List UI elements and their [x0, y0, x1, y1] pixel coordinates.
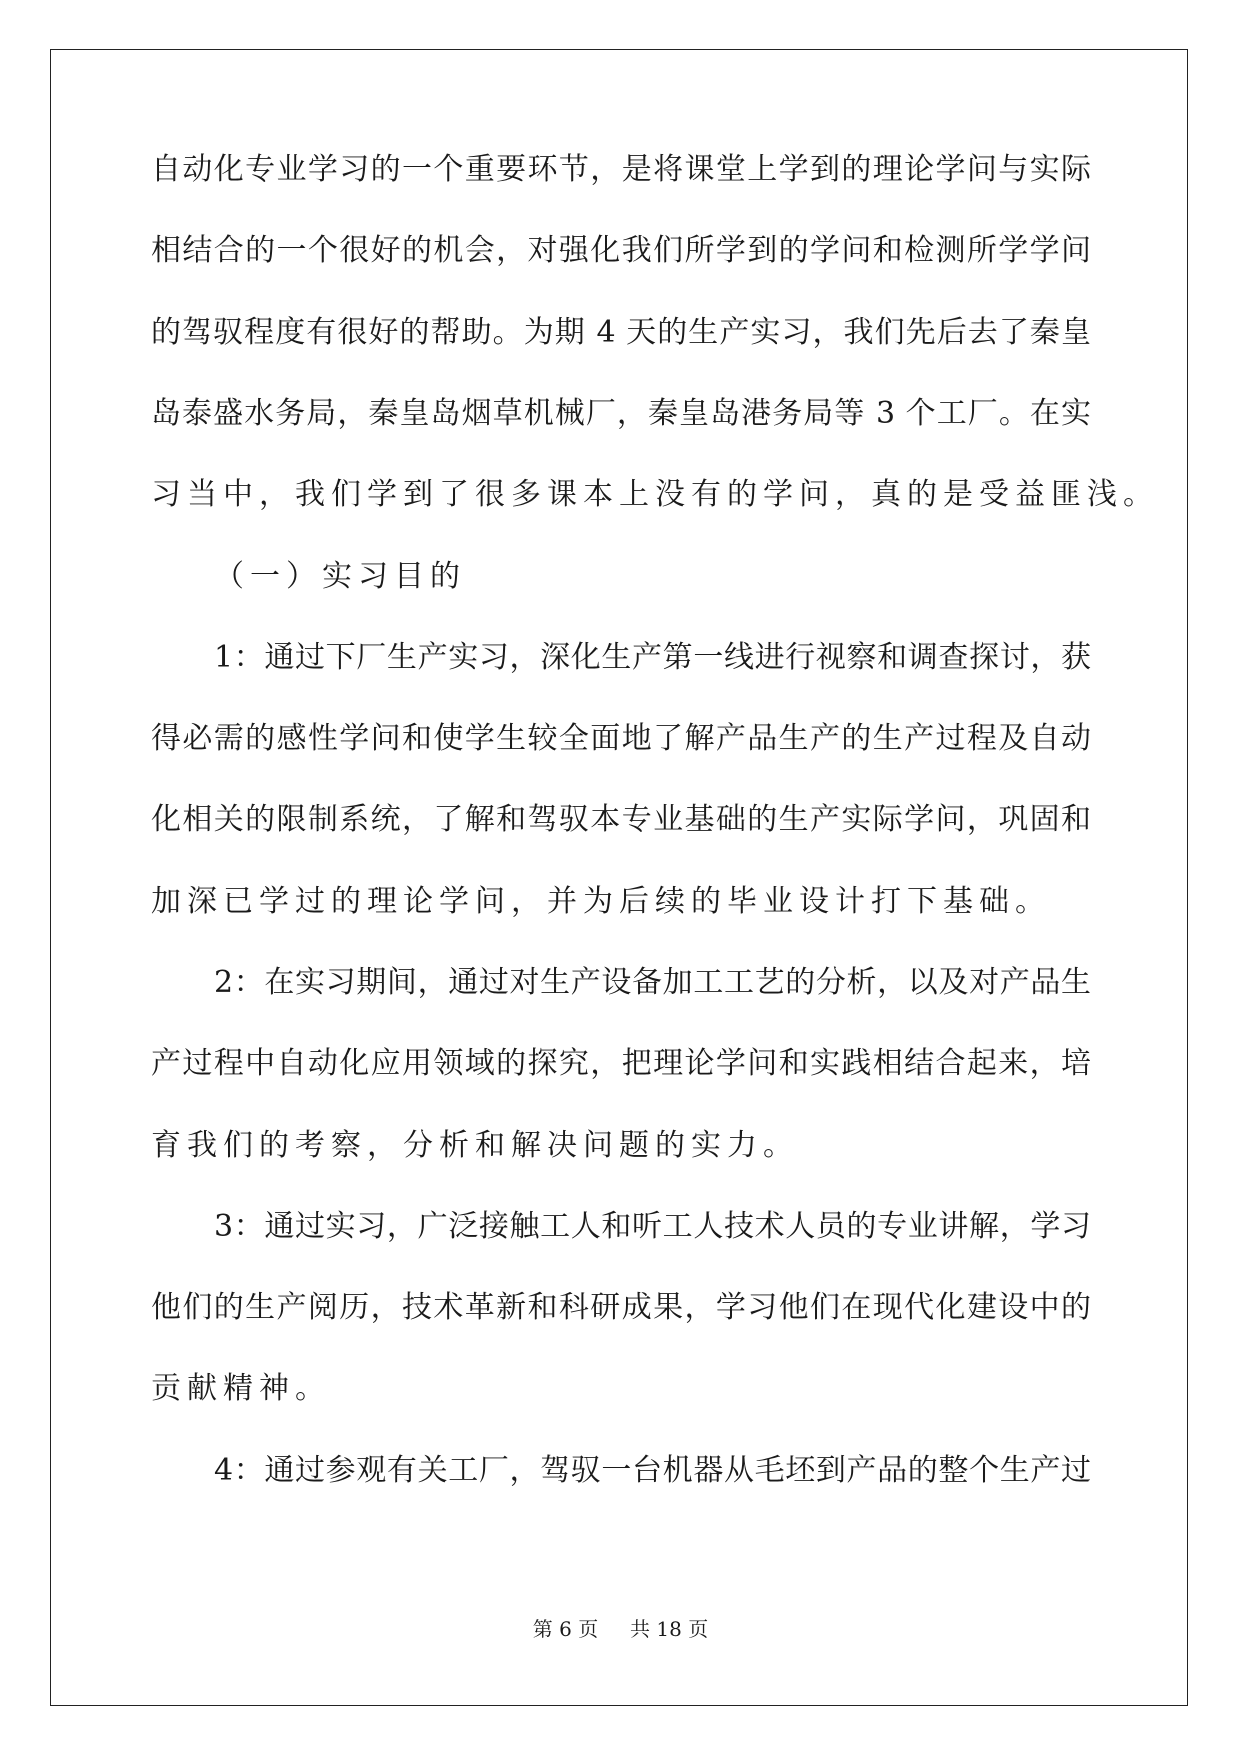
page-total: 共 18 页 — [630, 1617, 709, 1641]
body-line: 自动化专业学习的一个重要环节，是将课堂上学到的理论学问与实际 — [151, 152, 1091, 187]
body-line: 4：通过参观有关工厂，驾驭一台机器从毛坯到产品的整个生产过 — [214, 1453, 1091, 1488]
body-line: 1：通过下厂生产实习，深化生产第一线进行视察和调查探讨，获 — [214, 640, 1091, 675]
body-line: 相结合的一个很好的机会，对强化我们所学到的学问和检测所学学问 — [151, 233, 1091, 268]
body-line: 产过程中自动化应用领域的探究，把理论学问和实践相结合起来，培 — [151, 1046, 1091, 1081]
body-line: 他们的生产阅历，技术革新和科研成果，学习他们在现代化建设中的 — [151, 1290, 1091, 1325]
body-line: 加深已学过的理论学问，并为后续的毕业设计打下基础。 — [151, 884, 1051, 919]
body-line: 得必需的感性学问和使学生较全面地了解产品生产的生产过程及自动 — [151, 721, 1091, 756]
body-line: 3：通过实习，广泛接触工人和听工人技术人员的专业讲解，学习 — [214, 1209, 1091, 1244]
section-heading: （一）实习目的 — [214, 559, 466, 594]
body-line: 的驾驭程度有很好的帮助。为期 4 天的生产实习，我们先后去了秦皇 — [151, 315, 1091, 350]
body-line: 习当中，我们学到了很多课本上没有的学问，真的是受益匪浅。 — [151, 477, 1159, 512]
body-line: 育我们的考察，分析和解决问题的实力。 — [151, 1128, 799, 1163]
body-line: 贡献精神。 — [151, 1371, 331, 1406]
page-number: 第 6 页 — [532, 1617, 599, 1641]
page-footer — [0, 1616, 1241, 1642]
body-line: 2：在实习期间，通过对生产设备加工工艺的分析，以及对产品生 — [214, 965, 1091, 1000]
body-line: 化相关的限制系统，了解和驾驭本专业基础的生产实际学问，巩固和 — [151, 802, 1091, 837]
body-line: 岛泰盛水务局，秦皇岛烟草机械厂，秦皇岛港务局等 3 个工厂。在实 — [151, 396, 1091, 431]
